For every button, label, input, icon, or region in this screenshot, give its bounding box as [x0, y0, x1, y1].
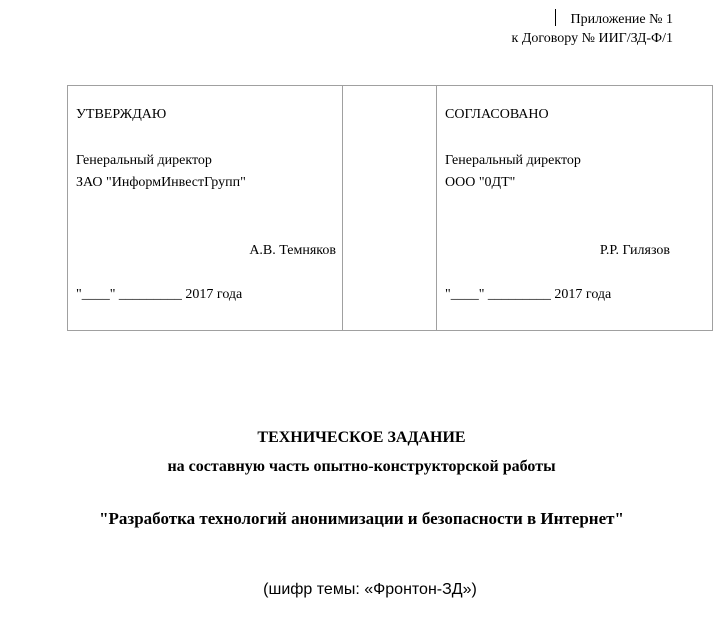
project-name: "Разработка технологий анонимизации и безопасности в Интернет"	[99, 509, 624, 528]
approved-signer: А.В. Темняков	[249, 243, 336, 258]
project-cipher: (шифр темы: «Фронтон-ЗД»)	[263, 581, 477, 598]
approved-stamp: УТВЕРЖДАЮ	[76, 107, 167, 122]
approved-organization: ЗАО "ИнформИнвестГрупп"	[76, 175, 246, 190]
annex-contract-reference: к Договору № ИИГ/ЗД-Ф/1	[511, 31, 673, 46]
approved-role: Генеральный директор	[76, 153, 212, 168]
document-subtitle: на составную часть опытно-конструкторской работы	[167, 458, 556, 475]
agreed-signer: Р.Р. Гилязов	[599, 243, 670, 258]
approval-cell-spacer	[343, 86, 437, 331]
agreed-stamp: СОГЛАСОВАНО	[445, 107, 549, 122]
agreed-role: Генеральный директор	[445, 153, 581, 168]
approval-table	[67, 85, 713, 331]
annex-header	[512, 10, 673, 48]
approval-cell-agreed	[437, 86, 713, 331]
annex-number: Приложение № 1	[570, 12, 673, 27]
agreed-organization: ООО "0ДТ"	[445, 175, 516, 190]
agreed-date: "____" _________ 2017 года	[445, 287, 612, 302]
document-title: ТЕХНИЧЕСКОЕ ЗАДАНИЕ	[257, 429, 466, 446]
approval-cell-approved	[68, 86, 343, 331]
approved-date: "____" _________ 2017 года	[76, 287, 243, 302]
